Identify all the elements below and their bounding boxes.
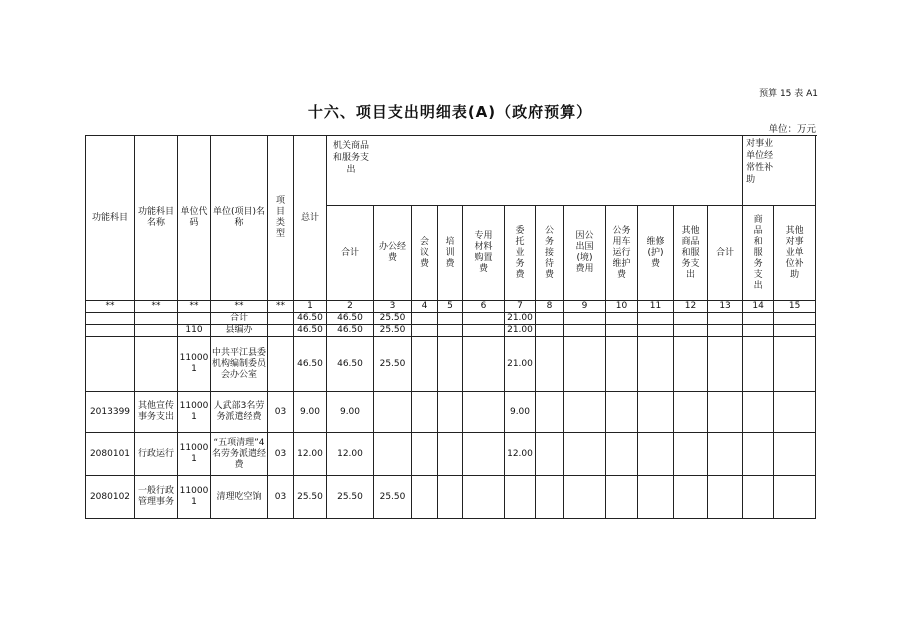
index-cell: 5 — [438, 301, 463, 313]
empty-cell — [674, 325, 708, 337]
office-cell: 25.50 — [374, 337, 412, 392]
index-cell: 11 — [638, 301, 674, 313]
header-group-goods-text: 机关商品和服务支出 — [332, 141, 369, 175]
header-subtotal: 合计 — [327, 206, 374, 301]
empty-cell — [564, 337, 606, 392]
proj-type-cell — [268, 313, 294, 325]
index-cell: 8 — [536, 301, 564, 313]
empty-cell — [438, 433, 463, 476]
empty-cell — [743, 433, 774, 476]
empty-cell — [774, 392, 816, 433]
index-cell: 3 — [374, 301, 412, 313]
index-cell: ** — [86, 301, 135, 313]
unit-code-cell: 110001 — [178, 476, 211, 519]
unit-name-cell: “五项清理”4名劳务派遣经费 — [211, 433, 268, 476]
func-name-cell: 一般行政管理事务 — [135, 476, 178, 519]
func-name-cell — [135, 337, 178, 392]
total-cell: 46.50 — [294, 325, 327, 337]
office-cell: 25.50 — [374, 325, 412, 337]
empty-cell — [774, 433, 816, 476]
empty-cell — [463, 325, 505, 337]
index-cell: 2 — [327, 301, 374, 313]
empty-cell — [463, 433, 505, 476]
empty-cell — [708, 313, 743, 325]
empty-cell — [708, 433, 743, 476]
index-cell: 15 — [774, 301, 816, 313]
empty-cell — [606, 392, 638, 433]
header-group-subsidy-text: 对事业单位经常性补助 — [746, 139, 774, 185]
header-project-type — [268, 136, 294, 301]
empty-cell — [743, 337, 774, 392]
empty-cell — [438, 337, 463, 392]
unit-name-cell: 中共平江县委机构编制委员会办公室 — [211, 337, 268, 392]
empty-cell — [743, 476, 774, 519]
index-cell: 1 — [294, 301, 327, 313]
header-abroad-text: 因公出国(境)费用 — [575, 231, 594, 274]
empty-cell — [674, 313, 708, 325]
table-row-unit — [86, 337, 816, 392]
unit-code-cell — [178, 313, 211, 325]
total-cell: 46.50 — [294, 337, 327, 392]
header-reception — [536, 206, 564, 301]
proj-type-cell: 03 — [268, 476, 294, 519]
empty-cell — [564, 313, 606, 325]
func-code-cell: 2080101 — [86, 433, 135, 476]
index-cell: 10 — [606, 301, 638, 313]
index-cell: ** — [178, 301, 211, 313]
header-vehicle-text: 公务用车运行维护费 — [612, 225, 631, 280]
empty-cell — [606, 433, 638, 476]
header-materials — [463, 206, 505, 301]
empty-cell — [606, 325, 638, 337]
table-row-project — [86, 476, 816, 519]
header-meeting-fee — [412, 206, 438, 301]
unit-code-cell: 110001 — [178, 433, 211, 476]
empty-cell — [536, 337, 564, 392]
entrusted-cell — [505, 476, 536, 519]
empty-cell — [463, 476, 505, 519]
func-code-cell — [86, 313, 135, 325]
index-cell: 13 — [708, 301, 743, 313]
header-sub-goods — [743, 206, 774, 301]
header-total: 总计 — [294, 136, 327, 301]
unit-name-cell: 县编办 — [211, 325, 268, 337]
header-entrusted-text: 委托业务费 — [515, 225, 525, 280]
office-cell: 25.50 — [374, 476, 412, 519]
form-code: 预算 15 表 A1 — [759, 89, 818, 99]
header-abroad — [564, 206, 606, 301]
empty-cell — [638, 476, 674, 519]
entrusted-cell: 21.00 — [505, 325, 536, 337]
empty-cell — [606, 476, 638, 519]
subtotal-cell: 46.50 — [327, 313, 374, 325]
proj-type-cell — [268, 325, 294, 337]
subtotal-cell: 12.00 — [327, 433, 374, 476]
header-group-goods — [327, 136, 743, 206]
total-cell: 46.50 — [294, 313, 327, 325]
empty-cell — [564, 325, 606, 337]
empty-cell — [774, 476, 816, 519]
empty-cell — [638, 392, 674, 433]
unit-name-cell: 清理吃空饷 — [211, 476, 268, 519]
header-sub-goods-text: 商品和服务支出 — [753, 214, 763, 291]
header-repair-text: 维修(护)费 — [646, 236, 665, 269]
unit-name-cell: 合计 — [211, 313, 268, 325]
header-reception-text: 公务接待费 — [544, 225, 554, 280]
empty-cell — [536, 313, 564, 325]
header-training-fee-text: 培训费 — [445, 236, 455, 269]
header-func-code: 功能科目 — [86, 136, 135, 301]
empty-cell — [564, 392, 606, 433]
index-cell: 6 — [463, 301, 505, 313]
func-name-cell — [135, 325, 178, 337]
header-entrusted — [505, 206, 536, 301]
total-cell: 12.00 — [294, 433, 327, 476]
header-other-goods-text: 其他商品和服务支出 — [681, 225, 700, 280]
empty-cell — [536, 325, 564, 337]
empty-cell — [774, 325, 816, 337]
empty-cell — [638, 325, 674, 337]
empty-cell — [708, 392, 743, 433]
entrusted-cell: 12.00 — [505, 433, 536, 476]
proj-type-cell: 03 — [268, 433, 294, 476]
index-cell: ** — [135, 301, 178, 313]
unit-code-cell: 110001 — [178, 392, 211, 433]
empty-cell — [674, 392, 708, 433]
header-unit-name: 单位(项目)名称 — [211, 136, 268, 301]
table-row-total — [86, 313, 816, 325]
empty-cell — [536, 476, 564, 519]
header-sub-total: 合计 — [708, 206, 743, 301]
empty-cell — [743, 392, 774, 433]
empty-cell — [412, 325, 438, 337]
empty-cell — [438, 325, 463, 337]
index-cell: 12 — [674, 301, 708, 313]
index-cell: 9 — [564, 301, 606, 313]
header-office-expense: 办公经费 — [374, 206, 412, 301]
index-cell: 14 — [743, 301, 774, 313]
header-vehicle — [606, 206, 638, 301]
project-expenditure-table — [85, 135, 816, 519]
entrusted-cell: 9.00 — [505, 392, 536, 433]
total-cell: 9.00 — [294, 392, 327, 433]
header-group-subsidy — [743, 136, 816, 206]
office-cell — [374, 392, 412, 433]
empty-cell — [638, 313, 674, 325]
document-title: 十六、项目支出明细表(A)（政府预算） — [307, 103, 593, 121]
index-row — [86, 301, 816, 313]
office-cell: 25.50 — [374, 313, 412, 325]
empty-cell — [638, 433, 674, 476]
header-materials-text: 专用材料购置费 — [474, 231, 493, 274]
unit-name-cell: 人武部3名劳务派遣经费 — [211, 392, 268, 433]
header-sub-other-text: 其他对事业单位补助 — [785, 225, 804, 280]
header-sub-other — [774, 206, 816, 301]
empty-cell — [564, 476, 606, 519]
empty-cell — [743, 313, 774, 325]
func-code-cell: 2013399 — [86, 392, 135, 433]
func-name-cell — [135, 313, 178, 325]
empty-cell — [438, 476, 463, 519]
empty-cell — [438, 392, 463, 433]
table-row-department — [86, 325, 816, 337]
empty-cell — [412, 337, 438, 392]
entrusted-cell: 21.00 — [505, 313, 536, 325]
subtotal-cell: 46.50 — [327, 337, 374, 392]
empty-cell — [674, 476, 708, 519]
func-name-cell: 其他宣传事务支出 — [135, 392, 178, 433]
func-code-cell — [86, 337, 135, 392]
func-name-cell: 行政运行 — [135, 433, 178, 476]
proj-type-cell — [268, 337, 294, 392]
header-unit-code: 单位代码 — [178, 136, 211, 301]
empty-cell — [606, 337, 638, 392]
empty-cell — [412, 392, 438, 433]
office-cell — [374, 433, 412, 476]
empty-cell — [463, 313, 505, 325]
empty-cell — [774, 313, 816, 325]
header-meeting-fee-text: 会议费 — [419, 236, 429, 269]
index-cell: 7 — [505, 301, 536, 313]
header-other-goods — [674, 206, 708, 301]
unit-code-cell: 110 — [178, 325, 211, 337]
subtotal-cell: 46.50 — [327, 325, 374, 337]
empty-cell — [412, 433, 438, 476]
table-row-project — [86, 392, 816, 433]
header-repair — [638, 206, 674, 301]
empty-cell — [463, 392, 505, 433]
empty-cell — [638, 337, 674, 392]
table-row-project — [86, 433, 816, 476]
empty-cell — [708, 325, 743, 337]
empty-cell — [708, 337, 743, 392]
empty-cell — [774, 337, 816, 392]
subtotal-cell: 9.00 — [327, 392, 374, 433]
empty-cell — [412, 313, 438, 325]
empty-cell — [564, 433, 606, 476]
empty-cell — [536, 433, 564, 476]
entrusted-cell: 21.00 — [505, 337, 536, 392]
header-training-fee — [438, 206, 463, 301]
empty-cell — [674, 337, 708, 392]
proj-type-cell: 03 — [268, 392, 294, 433]
empty-cell — [412, 476, 438, 519]
empty-cell — [438, 313, 463, 325]
total-cell: 25.50 — [294, 476, 327, 519]
empty-cell — [606, 313, 638, 325]
func-code-cell: 2080102 — [86, 476, 135, 519]
index-cell: ** — [268, 301, 294, 313]
unit-label: 单位：万元 — [768, 124, 816, 135]
header-project-type-text: 项目类型 — [275, 196, 285, 239]
unit-code-cell: 110001 — [178, 337, 211, 392]
empty-cell — [536, 392, 564, 433]
empty-cell — [463, 337, 505, 392]
index-cell: ** — [211, 301, 268, 313]
header-func-name: 功能科目名称 — [135, 136, 178, 301]
empty-cell — [743, 325, 774, 337]
empty-cell — [708, 476, 743, 519]
func-code-cell — [86, 325, 135, 337]
empty-cell — [674, 433, 708, 476]
index-cell: 4 — [412, 301, 438, 313]
subtotal-cell: 25.50 — [327, 476, 374, 519]
